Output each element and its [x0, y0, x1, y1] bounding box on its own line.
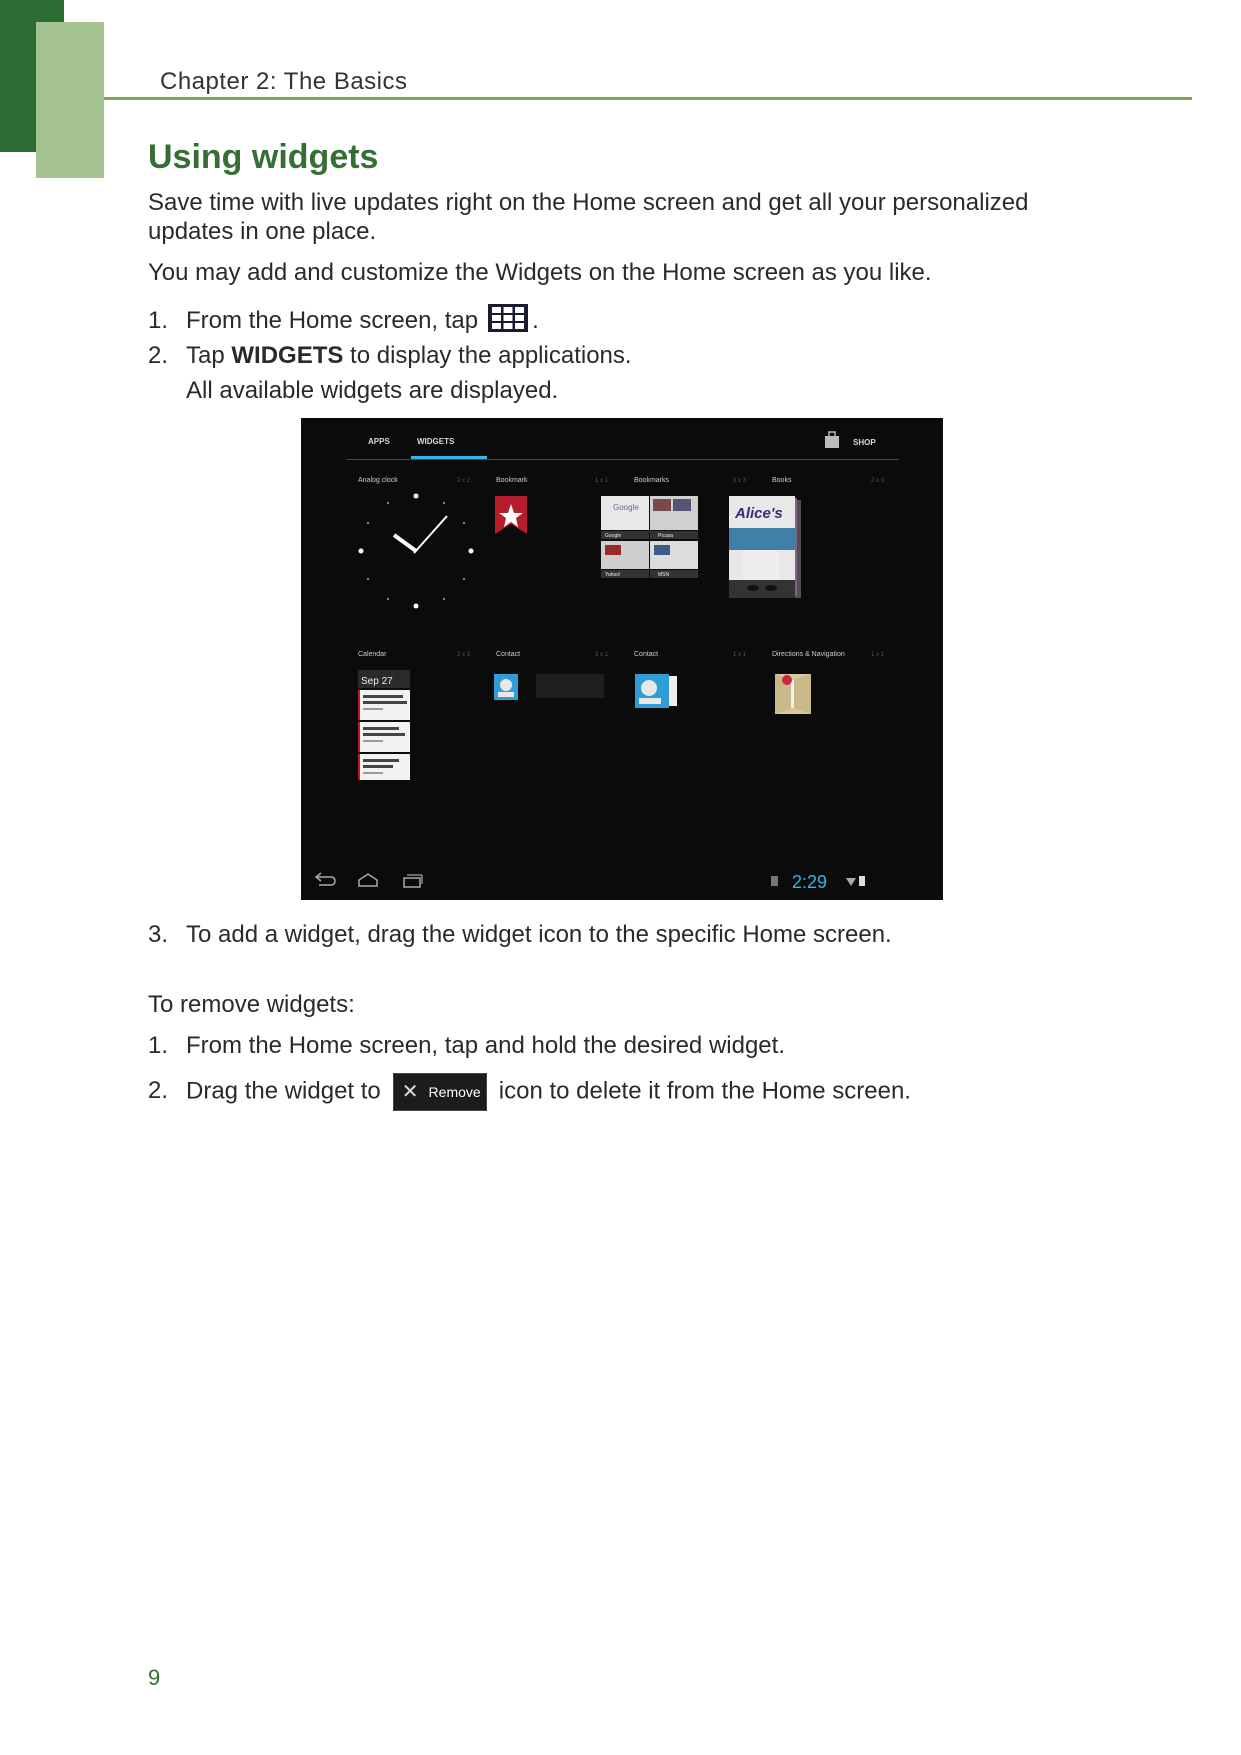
remove-heading: To remove widgets:	[148, 991, 355, 1018]
shop-label: SHOP	[853, 438, 876, 447]
remove-button-image	[393, 1073, 487, 1111]
step-text: Drag the widget to	[186, 1077, 381, 1105]
widgets-tab: WIDGETS	[417, 437, 455, 446]
widget-size: 1 x 1	[595, 478, 609, 484]
widget-label: Contact	[634, 651, 659, 658]
header-rule	[104, 97, 1192, 100]
books-title: Alice's	[735, 505, 783, 522]
chapter-tab-light	[36, 22, 104, 178]
intro-line-3: You may add and customize the Widgets on the Home screen as you like.	[148, 259, 932, 286]
section-title: Using widgets	[148, 138, 379, 176]
widget-size: 2 x 3	[457, 652, 471, 658]
directions-widget-icon	[775, 674, 811, 714]
contact-widget-wide	[494, 674, 604, 700]
widgets-keyword: WIDGETS	[231, 342, 344, 369]
step-text: Tap	[186, 342, 232, 369]
step-number: 2.	[148, 1077, 169, 1105]
notification-icon	[771, 876, 778, 886]
intro-line-2: updates in one place.	[148, 218, 377, 245]
widget-label: Bookmarks	[634, 477, 670, 484]
bookmark-thumb-label: Google	[613, 503, 639, 512]
remove-button-label: Remove	[428, 1083, 481, 1100]
app-grid-icon	[488, 304, 528, 339]
widgets-screenshot	[301, 418, 943, 900]
step-text-end: icon to delete it from the Home screen.	[498, 1077, 911, 1105]
step-text: To add a widget, drag the widget icon to the specific Home screen.	[186, 921, 892, 948]
widget-size: 3 x 3	[733, 478, 747, 484]
add-step-3	[148, 920, 892, 949]
bookmark-widget-icon	[495, 496, 527, 540]
page-number: 9	[148, 1665, 161, 1690]
add-step-2	[148, 341, 632, 370]
step-text-end: to display the applications.	[343, 342, 632, 369]
calendar-date: Sep 27	[361, 676, 393, 687]
intro-line-1: Save time with live updates right on the Home screen and get all your personalized	[148, 189, 1029, 216]
widget-size: 1 x 1	[733, 652, 747, 658]
add-step-2-sub: All available widgets are displayed.	[186, 377, 559, 404]
widget-label: Directions & Navigation	[772, 651, 845, 658]
widget-label: Calendar	[358, 651, 387, 658]
step-text: From the Home screen, tap	[186, 306, 479, 334]
bookmark-thumb-label: Picasa	[658, 533, 674, 539]
battery-icon	[859, 876, 865, 886]
active-tab-indicator	[411, 456, 487, 459]
bookmark-thumb-label: Google	[605, 533, 622, 539]
step-number: 1.	[148, 1032, 169, 1059]
step-text: From the Home screen, tap and hold the desired widget.	[186, 1032, 785, 1059]
step-number: 3.	[148, 921, 169, 948]
bookmark-thumb-label: MSN	[658, 572, 670, 578]
bookmark-thumb-label: Yahoo!	[605, 572, 621, 578]
step-number: 1.	[148, 306, 169, 334]
step-text-end: .	[532, 306, 539, 334]
widget-label: Analog clock	[358, 477, 398, 484]
add-step-1	[148, 304, 539, 339]
step-number: 2.	[148, 342, 169, 369]
chapter-header: Chapter 2: The Basics	[160, 68, 408, 95]
contact-widget-small	[635, 674, 677, 708]
widget-label: Contact	[496, 651, 521, 658]
apps-tab: APPS	[368, 437, 390, 446]
widget-size: 2 x 3	[871, 478, 885, 484]
books-widget-preview	[729, 496, 801, 598]
widget-label: Books	[772, 477, 792, 484]
widget-size: 2 x 2	[457, 478, 471, 484]
calendar-widget-preview	[358, 670, 410, 780]
status-time: 2:29	[792, 872, 828, 892]
close-icon: ✕	[401, 1080, 419, 1103]
remove-step-1	[148, 1031, 785, 1060]
widget-size: 3 x 1	[595, 652, 609, 658]
widget-size: 1 x 1	[871, 652, 885, 658]
tab-bar-rule	[346, 459, 899, 460]
remove-step-2	[148, 1073, 911, 1111]
widget-label: Bookmark	[496, 477, 528, 484]
